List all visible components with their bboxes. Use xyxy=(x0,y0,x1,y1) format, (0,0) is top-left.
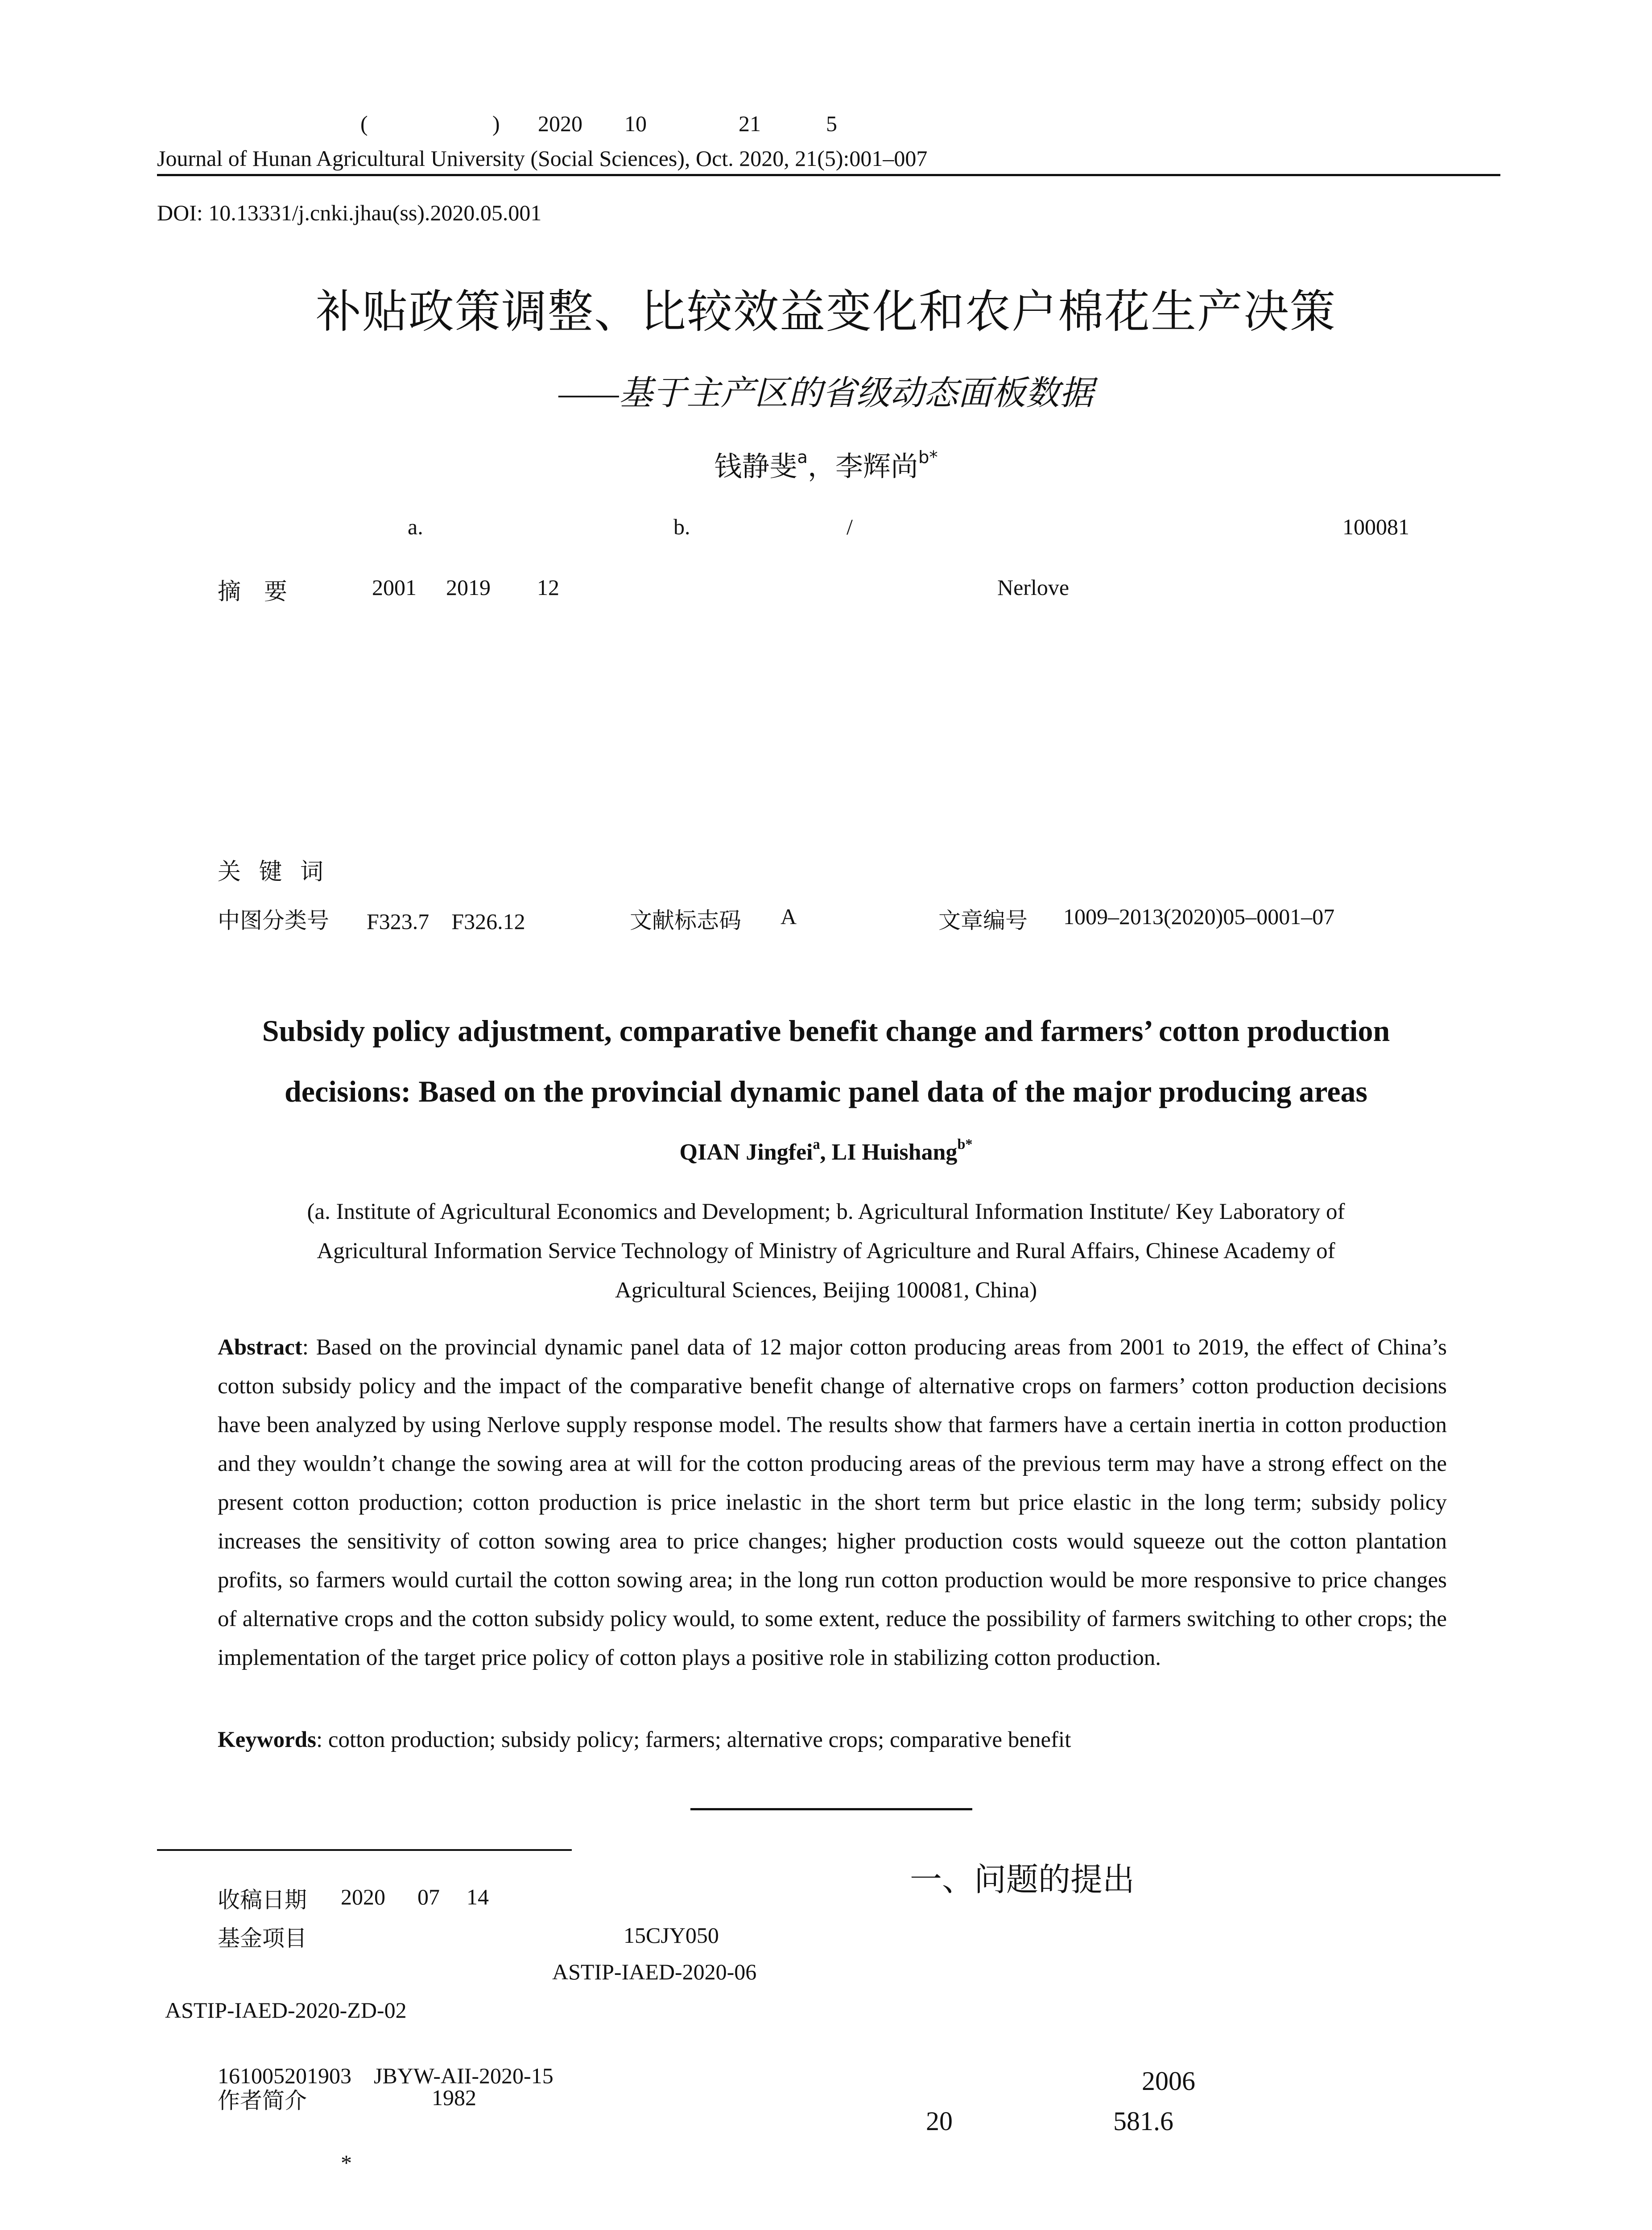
header-right-paren: ) xyxy=(492,111,500,136)
keywords-en-label: Keywords xyxy=(218,1727,316,1752)
fund-item-2: ASTIP-IAED-2020-06 xyxy=(552,1959,757,1984)
affiliation-en-line-1: (a. Institute of Agricultural Economics and Development; b. Agricultural Information Institute/ Key Laboratory of xyxy=(307,1199,1345,1224)
header-year: 2020 xyxy=(538,111,582,136)
section-heading: 一、问题的提出 xyxy=(910,1861,1135,1898)
abstract-en-text: : Based on the provincial dynamic panel data of 12 major cotton producing areas from 2001 to 2019, the effect of China’s cotton subsidy policy and the impact of the comparative benefit change of alternative crops on farmers’ cotton production decisions have been analyzed by using Nerlove supply response model. The results show that farmers have a certain inertia in cotton production and they wouldn’t change the sowing area at will for the cotton producing areas of the previous term may have a strong effect on the present cotton production; cotton production is price inelastic in the short term but price elastic in the long term; subsidy policy increases the sensitivity of cotton sowing area to price changes; higher production costs would squeeze out the cotton plantation profits, so farmers would curtail the cotton sowing area; in the long run cotton production would be more responsive to price changes of alternative crops and the cotton subsidy policy would, to some extent, reduce the possibility of farmers switching to other crops; the implementation of the target price policy of cotton plays a positive role in stabilizing cotton production. xyxy=(218,1335,1447,1670)
abstract-cn-year-start: 2001 xyxy=(372,575,417,600)
fund-item-4: 161005201903 JBYW-AII-2020-15 xyxy=(218,2063,553,2088)
article-number-value: 1009–2013(2020)05–0001–07 xyxy=(1063,904,1335,929)
received-month: 07 xyxy=(417,1884,440,1909)
author-cn-1-sup: a xyxy=(797,447,808,468)
fund-item-3: ASTIP-IAED-2020-ZD-02 xyxy=(165,1998,407,2023)
keywords-en-text: : cotton production; subsidy policy; farmers; alternative crops; comparative benefit xyxy=(316,1727,1071,1752)
doc-code-label: 文献标志码 xyxy=(630,908,741,933)
affiliation-en-line-2: Agricultural Information Service Technology of Ministry of Agriculture and Rural Affairs, Chinese Academy of xyxy=(317,1239,1335,1264)
affiliation-postcode: 100081 xyxy=(1342,514,1409,539)
body-fragment-year: 2006 xyxy=(1142,2066,1195,2096)
fund-label: 基金项目 xyxy=(218,1925,307,1951)
fund-item-1: 15CJY050 xyxy=(624,1923,719,1948)
author-cn-sep: ， xyxy=(807,450,835,483)
affiliation-b: b. xyxy=(673,514,690,539)
abstract-cn-year-end: 2019 xyxy=(446,575,491,600)
affiliation-slash: / xyxy=(847,514,853,539)
author-cn-2-sup: b* xyxy=(918,447,938,468)
clc-value: F323.7 F326.12 xyxy=(367,909,525,934)
header-rule xyxy=(157,174,1500,176)
subtitle-cn: ——基于主产区的省级动态面板数据 xyxy=(558,375,1094,412)
body-fragment-20: 20 xyxy=(926,2106,953,2136)
received-year: 2020 xyxy=(341,1884,385,1909)
corresponding-star: * xyxy=(341,2150,352,2175)
abstract-cn-label: 摘 要 xyxy=(218,578,288,605)
body-fragment-value: 581.6 xyxy=(1113,2106,1173,2136)
abstract-end-rule xyxy=(690,1808,972,1810)
author-en-2-sup: b* xyxy=(957,1136,973,1152)
journal-line: Journal of Hunan Agricultural University (Social Sciences), Oct. 2020, 21(5):001–007 xyxy=(157,146,928,171)
keywords-cn-label: 关 键 词 xyxy=(218,859,324,885)
abstract-cn-count: 12 xyxy=(537,575,559,600)
affiliation-a: a. xyxy=(408,514,423,539)
received-label: 收稿日期 xyxy=(218,1887,307,1913)
header-left-paren: ( xyxy=(360,111,368,136)
header-volume: 21 xyxy=(739,111,761,136)
author-en-sep: , xyxy=(820,1140,832,1165)
abstract-en xyxy=(218,1328,1447,1677)
authors-cn xyxy=(0,444,1652,484)
doc-code-value: A xyxy=(781,904,797,929)
author-en-2: LI Huishang xyxy=(831,1140,958,1165)
header-month: 10 xyxy=(624,111,647,136)
abstract-en-label: Abstract xyxy=(218,1335,302,1360)
doi: DOI: 10.13331/j.cnki.jhau(ss).2020.05.001 xyxy=(157,200,542,225)
author-cn-1: 钱静斐 xyxy=(714,450,797,483)
footnote-rule xyxy=(157,1849,572,1851)
header-issue: 5 xyxy=(826,111,837,136)
title-cn: 补贴政策调整、比较效益变化和农户棉花生产决策 xyxy=(316,285,1336,339)
affiliation-en-line-3: Agricultural Sciences, Beijing 100081, China) xyxy=(615,1278,1037,1303)
received-day: 14 xyxy=(467,1884,489,1909)
abstract-cn-model: Nerlove xyxy=(997,575,1070,600)
article-number-label: 文章编号 xyxy=(938,908,1028,933)
author-bio-label: 作者简介 xyxy=(218,2088,307,2114)
author-bio-year: 1982 xyxy=(432,2085,476,2110)
author-cn-2: 李辉尚 xyxy=(835,450,918,483)
title-en-line-1: Subsidy policy adjustment, comparative benefit change and farmers’ cotton production xyxy=(262,1014,1390,1048)
author-en-1-sup: a xyxy=(813,1136,820,1152)
authors-en xyxy=(0,1136,1652,1165)
keywords-en xyxy=(218,1727,1071,1753)
title-en-line-2: decisions: Based on the provincial dynamic panel data of the major producing areas xyxy=(284,1074,1368,1108)
clc-label: 中图分类号 xyxy=(218,908,329,933)
author-en-1: QIAN Jingfei xyxy=(679,1140,813,1165)
